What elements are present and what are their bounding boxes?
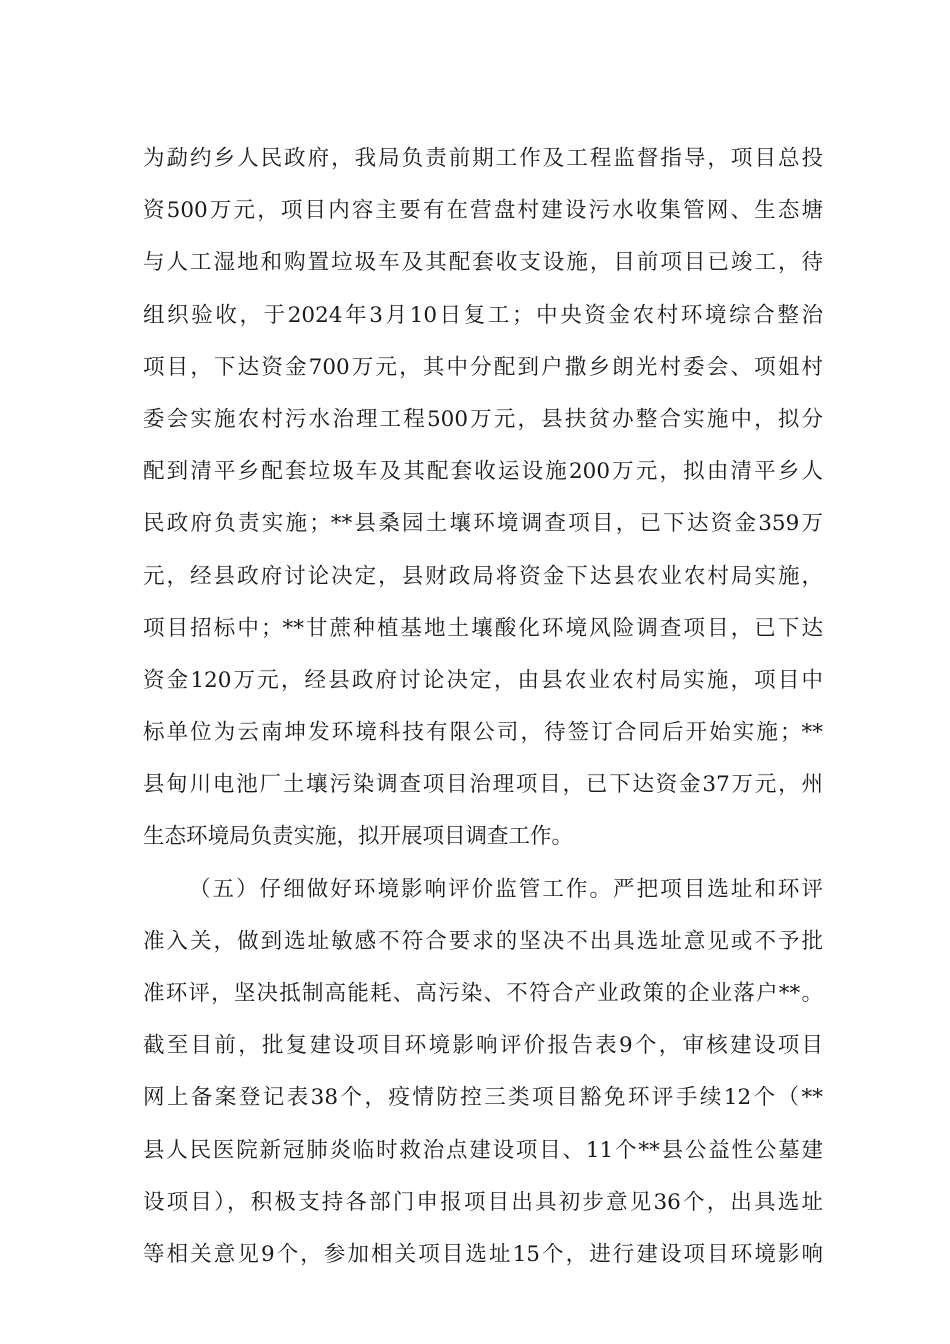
- text-line: 生态环境局负责实施，拟开展项目调查工作。: [143, 824, 574, 850]
- text-line: 与人工湿地和购置垃圾车及其配套收支设施，目前项目已竣工，待: [143, 250, 823, 276]
- text-line: 准入关，做到选址敏感不符合要求的坚决不出具选址意见或不予批: [143, 928, 823, 954]
- text-line: 县甸川电池厂土壤污染调查项目治理项目，已下达资金37万元，州: [143, 772, 823, 798]
- text-line: 截至目前，批复建设项目环境影响评价报告表9个，审核建设项目: [143, 1033, 823, 1059]
- text-line: 为勐约乡人民政府，我局负责前期工作及工程监督指导，项目总投: [143, 146, 823, 171]
- text-line: 项目招标中；**甘蔗种植基地土壤酸化环境风险调查项目，已下达: [143, 615, 823, 641]
- text-line: 准环评，坚决抵制高能耗、高污染、不符合产业政策的企业落户**。: [143, 981, 823, 1006]
- text-line: 设项目），积极支持各部门申报项目出具初步意见36个，出具选址: [143, 1189, 823, 1215]
- text-line: 配到清平乡配套垃圾车及其配套收运设施200万元，拟由清平乡人: [143, 459, 823, 485]
- text-line: 资金120万元，经县政府讨论决定，由县农业农村局实施，项目中: [143, 667, 823, 693]
- text-line: 民政府负责实施；**县桑园土壤环境调查项目，已下达资金359万: [143, 511, 823, 537]
- text-line: 组织验收，于2024年3月10日复工；中央资金农村环境综合整治: [143, 302, 823, 328]
- text-line: 元，经县政府讨论决定，县财政局将资金下达县农业农村局实施，: [143, 563, 823, 589]
- text-line: 县人民医院新冠肺炎临时救治点建设项目、11个**县公益性公墓建: [143, 1137, 823, 1163]
- text-line: 资500万元，项目内容主要有在营盘村建设污水收集管网、生态塘: [143, 198, 823, 224]
- text-line: 网上备案登记表38个，疫情防控三类项目豁免环评手续12个（**: [143, 1085, 823, 1111]
- section-heading-line: （五）仔细做好环境影响评价监管工作。严把项目选址和环评: [189, 876, 823, 902]
- text-line: 标单位为云南坤发环境科技有限公司，待签订合同后开始实施；**: [143, 720, 823, 746]
- text-line: 等相关意见9个，参加相关项目选址15个，进行建设项目环境影响: [143, 1241, 823, 1267]
- text-line: 项目，下达资金700万元，其中分配到户撒乡朗光村委会、项姐村: [143, 354, 823, 380]
- text-line: 委会实施农村污水治理工程500万元，县扶贫办整合实施中，拟分: [143, 406, 823, 432]
- document-body: [143, 133, 823, 1281]
